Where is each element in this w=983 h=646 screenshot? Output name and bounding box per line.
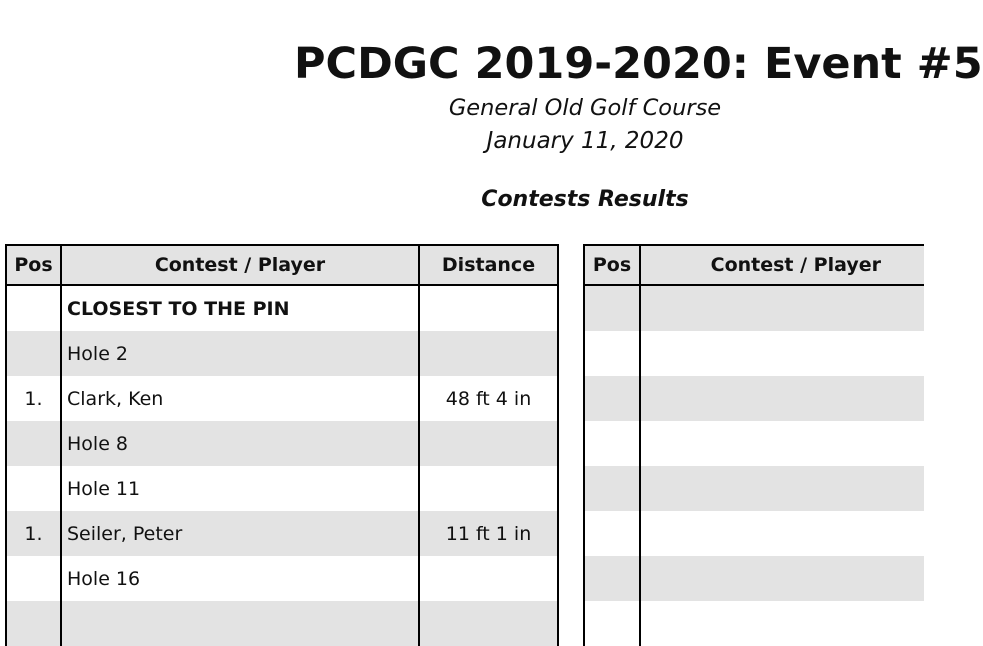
table-row — [584, 466, 924, 511]
table-row — [584, 376, 924, 421]
cell-contest-player — [640, 556, 924, 601]
cell-pos — [584, 466, 640, 511]
table-row — [584, 601, 924, 646]
table-row — [6, 285, 558, 331]
cell-contest-player — [640, 331, 924, 376]
column-header-contest-player: Contest / Player — [640, 245, 924, 285]
table-row — [6, 601, 558, 646]
cell-pos — [584, 376, 640, 421]
column-header-pos: Pos — [584, 245, 640, 285]
cell-pos: 1. — [6, 376, 61, 421]
cell-distance — [419, 285, 558, 331]
cell-pos — [584, 511, 640, 556]
table-row — [6, 331, 558, 376]
table-row — [584, 331, 924, 376]
results-table-left — [5, 244, 559, 646]
cell-player — [61, 601, 419, 646]
cell-player: Seiler, Peter — [61, 511, 419, 556]
results-table-right — [583, 244, 924, 646]
cell-distance: 48 ft 4 in — [419, 376, 558, 421]
cell-distance — [419, 466, 558, 511]
cell-contest-player — [640, 511, 924, 556]
cell-pos — [6, 601, 61, 646]
table-header-row — [584, 245, 924, 285]
cell-distance — [419, 421, 558, 466]
cell-pos — [6, 421, 61, 466]
cell-pos — [584, 421, 640, 466]
cell-contest-player — [640, 466, 924, 511]
cell-pos — [6, 285, 61, 331]
cell-contest-player — [640, 285, 924, 331]
table-row — [6, 556, 558, 601]
cell-pos — [6, 331, 61, 376]
table-row — [584, 511, 924, 556]
cell-pos: 1. — [6, 511, 61, 556]
table-row — [6, 421, 558, 466]
column-header-contest-player: Contest / Player — [61, 245, 419, 285]
table-row — [6, 466, 558, 511]
cell-player: Clark, Ken — [61, 376, 419, 421]
column-header-distance: Distance — [419, 245, 558, 285]
cell-contest-heading: CLOSEST TO THE PIN — [61, 285, 419, 331]
table-row — [6, 376, 558, 421]
cell-hole: Hole 8 — [61, 421, 419, 466]
cell-pos — [584, 601, 640, 646]
cell-distance — [419, 331, 558, 376]
cell-hole: Hole 16 — [61, 556, 419, 601]
table-header-row — [6, 245, 558, 285]
cell-hole: Hole 11 — [61, 466, 419, 511]
table-row — [584, 421, 924, 466]
cell-contest-player — [640, 601, 924, 646]
cell-contest-player — [640, 376, 924, 421]
table-row — [584, 285, 924, 331]
cell-hole: Hole 2 — [61, 331, 419, 376]
cell-pos — [6, 556, 61, 601]
event-date: January 11, 2020 — [486, 128, 684, 154]
cell-pos — [6, 466, 61, 511]
cell-pos — [584, 556, 640, 601]
cell-pos — [584, 285, 640, 331]
cell-pos — [584, 331, 640, 376]
course-name: General Old Golf Course — [448, 95, 722, 121]
table-row — [6, 511, 558, 556]
cell-distance — [419, 556, 558, 601]
cell-distance — [419, 601, 558, 646]
cell-contest-player — [640, 421, 924, 466]
column-header-pos: Pos — [6, 245, 61, 285]
cell-distance: 11 ft 1 in — [419, 511, 558, 556]
section-title: Contests Results — [481, 187, 689, 212]
page-title: PCDGC 2019-2020: Event #5 — [294, 39, 983, 89]
table-row — [584, 556, 924, 601]
